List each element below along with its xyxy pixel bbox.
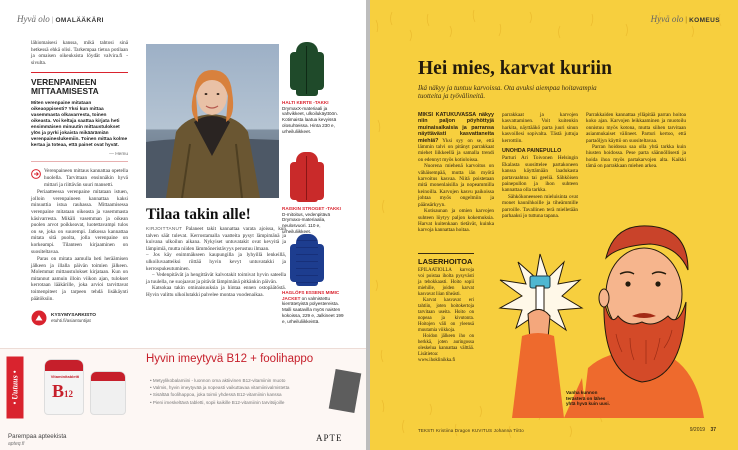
feature-body-2: – Jos käy enimmäkseen kaupungilla ja lyhyillä lenkeillä, ulkoiluvaatteiksi riittää hyvin kevyt untuvatakki ja kerrospukeutuminen. <box>146 252 286 272</box>
answer-lead: Verenpaineen mittaus kannattaa opetella huolella. Tarvittaan ensinnäkin hyvä mittari ja riittävän suuri mansetti. <box>44 168 128 188</box>
ad-bullet-text: Valmis, hyvin imeytyvää ja nopeasti vaikuttavaa vitamiinivalmistetta <box>152 385 290 391</box>
column-2-body-2: Sähkökoneeseen mieluisinta ovat monet kaunihkoille ja tiheämmille parroille. Tavallinen terä mielletään parhaaksi jo tuttuna tapana. <box>502 193 578 220</box>
issue-number: 9/2019 <box>689 427 706 433</box>
product-desc-red: D-mitoitus, vedenpitävä Drymaxx-materiaalia, neulosvuori. 110 e, urheiluliikkeet. <box>282 211 331 234</box>
ad-bullet-text: Pieni imeskeltävä tabletti, sopii kaikille B12-vitamiinin tarvitsijoille <box>152 399 285 405</box>
answer-lead-row <box>31 168 128 188</box>
product-caption-blue <box>282 290 344 324</box>
running-head-subsection: KOMEUS <box>689 17 720 24</box>
feature-body-4: Katsokaa takin ominaisuuksia ja hintaa ennen ostopäätöstä. Hyvin valittu ulkoilutakki palvelee montaa vuodenaikaa. <box>146 285 286 298</box>
bottle-big-letter: B <box>52 381 65 401</box>
feature-body-1 <box>146 226 286 252</box>
green-jacket-image <box>290 38 324 98</box>
running-head-section: Hyvä olo <box>650 14 684 24</box>
feature-lead-name: KIRJOITTANUT <box>146 226 183 231</box>
article-column-3 <box>586 112 686 170</box>
reader-question: Miten verenpaine mitataan oikeaoppisesti? Yksi kun mittaa vasemmasta olkavarresta, toinen oikeasta. Voi keltaja saattaa kirjata heti ensimmäisen minuutin mittaustulokset ylös ja pyrki jokaista mikäärämiän verenpaineslukemiin. Toinen mittaa kolme kertaa ja toteaa, että painet ovat hyvät. <box>31 101 128 149</box>
column-2-body: Parturi Ari Toivonen Helsingin Ekalasta suosittelee partakoneen kanssa käyttämään laadukasta partavaahtoa tai geeliä. Sähköisen painepullon ja ihon suhteen kannattaa olla tarkka. <box>502 155 578 194</box>
ad-bullet: • Pieni imeskeltävä tabletti, sopii kaikille B12-vitamiinin tarvitsijoille <box>150 399 285 405</box>
ad-footer-url[interactable]: apteq.fi <box>8 441 25 447</box>
left-running-head: Hyvä olo | OMALÄÄKÄRI <box>17 14 104 24</box>
right-running-head: Hyvä olo | KOMEUS <box>650 14 720 24</box>
answer-body: Periaatteessa verenpaine mitataan istuen, jolloin verenpaineen kannattaa kaksi minuuttia istua rauhassa. Mittaamisessa verenpaine mitataan oikeasta ja vasemmasta käsivarresta. Mikäli vasemman ja oikean puolen arvot poikkeavat, luotettavampi tulos on se, joka on suurempi. Jatkossa kannattaa mitata sitä puolta, jolla verenpaine on korkeampi. Tilanteen kirjaaminen on suositeltavaa. <box>31 189 128 255</box>
running-head-section: Hyvä olo <box>17 14 50 24</box>
column-1-body-2: Nuorena miehenä karvoitus on vähäisempää, mutta iän myötä karvoitus kasvaa. Niitä poistetaan mitä monenlaisilla ja nopeammilla keinoilla. Karvojen kasvu paikoissa johtaa myös ongelmiin ja päänsärkyyn. <box>418 163 494 208</box>
bottle-sub-number: 12 <box>64 389 74 399</box>
product-caption-green <box>282 100 344 134</box>
product-name-green: HALTI KERTE -TAKKI <box>282 100 329 105</box>
intro-text: lähiomaisesi kanssa, mikä tahtosi sinä hetkessä ehkä olisi. Tarkempaa tietoa potilaan ja omaisen oikeuksista löydät valvira.fi -sivulta. <box>31 40 128 66</box>
column-3-body-2: Parran hoidossa saa olla yhtä tarkka kuin hiusten hoidossa. Pese parta säännöllisesti ja hoida ihoa myös partakarvojen alta. Kaikki tämä on parrakkaan miehen arkea. <box>586 144 686 170</box>
article-subtitle: Ikä näkyy ja tuntuu karvoissa. Ota avuksi aiempaa hoitavampia tuotteita ja työvälineitä. <box>418 84 597 101</box>
answer-body-2: Paras on mitata aamulla heti heräämisen jälkeen ja illalla päivän toimien jälkeen. Molemmat mittaustulokset kirjataan. Kun on mitannut aamuin illoin viikon ajan, tulokset kerrotaan lääkärille, joka arvioi tarvittavat toimenpiteet ja tarpeen tehdä lisäkäynti päätöksiin. <box>31 256 128 302</box>
bottle-b12 <box>52 381 73 402</box>
blue-jacket-image <box>290 230 324 288</box>
ad-footer-slogan: Parempaa apteekista <box>8 433 67 440</box>
divider <box>31 161 128 162</box>
ad-bullet-text: Sisältää foolihappoa, joka toimii yhdessä B12-vitamiinin kanssa <box>152 392 282 398</box>
ad-bullet-text: Metyylikobalamiini - luonnon oma aktiivinen B12-vitamiinin muoto <box>152 378 286 383</box>
feature-body-1-text: Palaneet takit kannattaa varata ajoissa, kun talven säät tulevat. Kerrostamalla vaatteita pysyt lämpimänä ja kuivana ulkoilun aikana. Nykyiset untuvatakit ovat kevyitä ja lämpimiä, mutta niiden lämmöneristävyys perustuu ilmaan. <box>146 226 286 252</box>
vitamin-bottle-small <box>90 371 126 415</box>
vitamin-ad[interactable] <box>0 348 366 450</box>
column-1-body: Yksi syy on se, että lämmin talvi on pitänyt parrakkaat miehet liikkeellä ja samalla trendi on edennyt myös kotioloissa. <box>418 137 494 163</box>
illustration-caption: Vanha kunnon terästerä on lähes yhtä hyvä kuin uusi. <box>566 390 610 407</box>
red-jacket-image <box>290 148 324 204</box>
product-name-red: RAISKIN STROGET -TAKKI <box>282 206 341 211</box>
archive-icon <box>31 310 47 326</box>
product-desc-blue: on valmistettu kierrätetyistä polyestereista. Malli saatavilla myös naisten kokoissa, 229 e, Jalkineet 199 e, urheiluliikkeistä. <box>282 295 344 324</box>
bearded-man-illustration <box>482 218 722 418</box>
running-head-subsection: OMALÄÄKÄRI <box>55 17 104 24</box>
woman-in-jacket-image <box>146 44 279 198</box>
ad-bullet: • Valmis, hyvin imeytyvää ja nopeasti vaikuttavaa vitamiinivalmistetta <box>150 385 290 391</box>
ad-package <box>329 369 362 413</box>
laser-body: Karvat kasvavat eri tahtiin, joten hoitokertoja tarvitaan useita. Hoito on nopeaa ja kivutonta. Hoitojen väli on yleensä muutamia viikkoja. <box>418 298 474 333</box>
question-signature: — Hemu <box>109 152 128 158</box>
left-page <box>0 0 366 450</box>
ad-bullets <box>150 377 289 406</box>
divider <box>418 253 474 254</box>
column-2-intro: parrakkaat ja karvojen kasvattaminen. Voit kuitenkin harkita, näyttääkö parta juuri sinun kasvoillesi sopivalta. Tästä juttuja kerrottiin. <box>502 112 578 144</box>
ad-brand: APTE <box>316 433 343 443</box>
ad-headline: Hyvin imeytyvä B12 + foolihappo <box>146 353 314 365</box>
archive-url: etuhti.fi/asiantuntijat <box>51 318 91 324</box>
laser-heading: LASERHOITOA <box>418 257 473 266</box>
article-byline: TEKSTI Kristiina Dragon KUVITUS Johanna Tiitto <box>418 428 524 433</box>
feature-article <box>146 206 286 299</box>
arrow-icon <box>31 169 41 179</box>
page-number: 37 <box>710 427 716 433</box>
woman-photo <box>146 44 279 198</box>
divider <box>31 72 128 73</box>
column-3-body: Parrakkaiden kannattaa ylläpitää parran hoitoa koko ajan. Karvojen leikkaaminen ja muotoilu onnistuu myös kotona, mutta siihen tarvitaan asianmukaiset välineet. Parturi kertoo, että partaöljyn käyttö on suositeltavaa. <box>586 112 686 144</box>
section-heading: VERENPAINEEN MITTAAMISESTA <box>31 77 99 97</box>
column-1-body-3: Kotisaunan ja omien karvojen suhteen löytyy paljon kokemuksia. Harvat kuitenkaan tietävät, kuinka karvoja kannattaa hoitaa. <box>418 208 494 234</box>
laser-lead-text: EPILAATIOLLA karvoja voi poistaa iholta pysyvästi ja tehokkaasti. Hoito sopii miehille, joiden karvat kasvavat liian tiheästi. <box>418 268 474 297</box>
article-title: Hei mies, karvat kuriin <box>418 58 612 79</box>
column-2-heading: UNOHDA PAINEPULLO <box>502 148 562 155</box>
article-column-1 <box>418 112 494 234</box>
feature-title: Tilaa takin alle! <box>146 206 251 223</box>
product-name-blue: HAGLÖFS ESSENS MIMIC JACKET <box>282 290 340 301</box>
archive-title: KYSYMYSARKISTO <box>51 313 96 319</box>
laser-box <box>418 253 474 364</box>
column-ask-doctor <box>31 40 128 326</box>
page-footer <box>690 427 716 433</box>
feature-body-3: – Vedenpitävät ja hengittävät kalvotakit toimivat hyvin sateella ja tuulella, ne suojaavat ja pitävät lämpimänä pitkänkin päivän. <box>146 272 286 285</box>
laser-lead <box>418 268 474 298</box>
bottle-label: Vitaminitabletti <box>50 374 80 379</box>
article-column-2 <box>502 112 578 220</box>
ad-bullet: • Metyylikobalamiini - luonnon oma aktiivinen B12-vitamiinin muoto <box>150 378 286 383</box>
right-page <box>370 0 738 450</box>
ad-bullet: • Sisältää foolihappoa, joka toimii yhdessä B12-vitamiinin kanssa <box>150 392 282 398</box>
column-1-lead: MIKSI KATUKUVASSA näkyy niin paljon pöyhöttyjä muinaisaikaisia ja parransa näyttävästi kasvattaneita miehiä? <box>418 112 494 144</box>
product-desc-green: DrymaxX-materiaali ja vahvikkeet, ulkoilukäyttöön. Kotimaista laatua kevyissä olosuhteissa. Hinta 230 e, urheiluliikkeet. <box>282 105 338 134</box>
archive-logo[interactable] <box>31 310 128 326</box>
ad-badge: • Uutuus • <box>7 357 24 419</box>
laser-contacts: Hoidon jälkeen iho on herkkä, joten auringossa oleskelua kannattaa välttää. Lisätietoa: www.ihoklinikka.fi <box>418 334 474 363</box>
vitamin-bottle <box>44 359 84 415</box>
